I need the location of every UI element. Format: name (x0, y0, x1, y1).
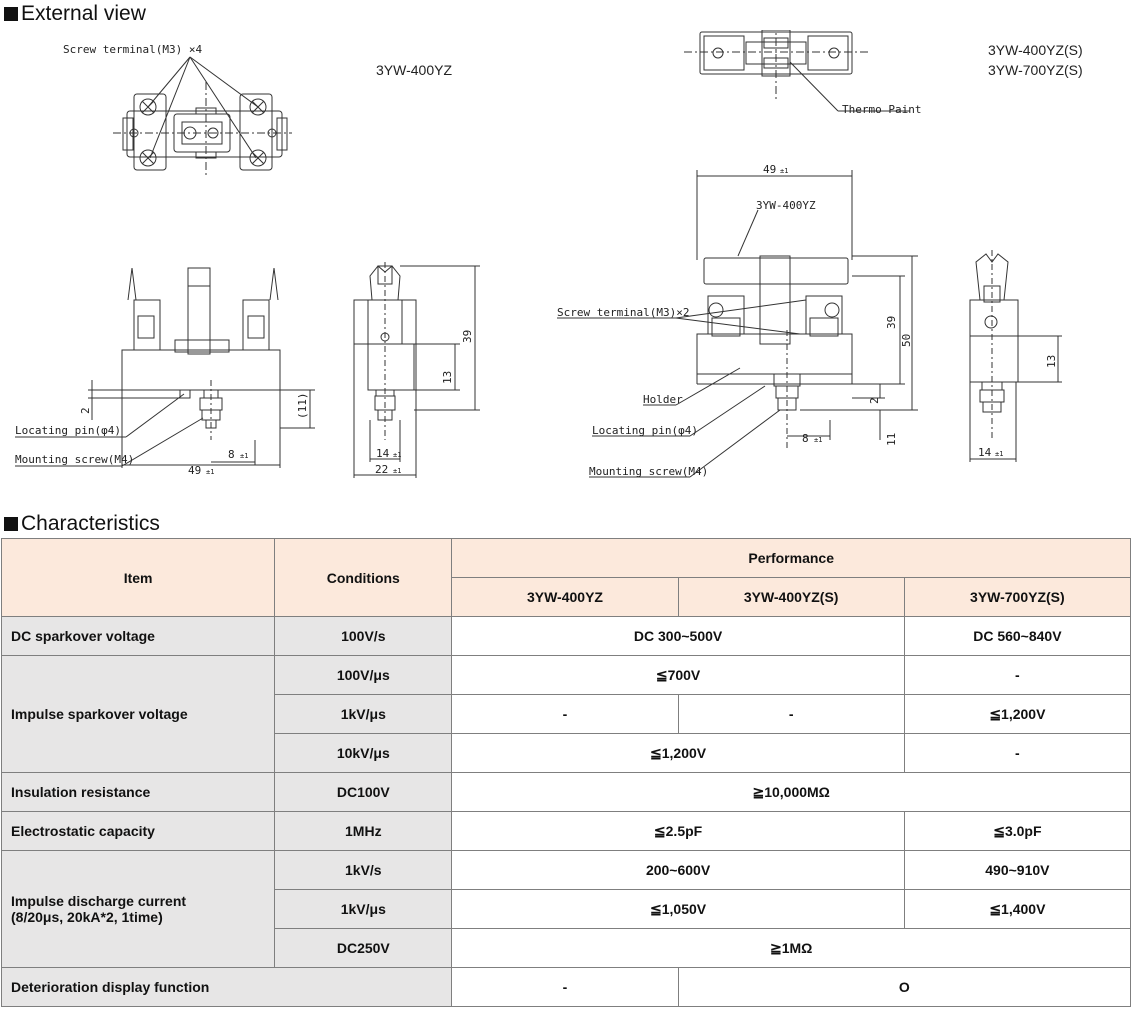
value-cell: - (452, 968, 678, 1007)
top-view-400yz-s (684, 30, 910, 111)
dim-13-side: 13 (441, 370, 454, 384)
dim-11-s: 11 (885, 432, 898, 446)
model-label-700yz-s: 3YW-700YZ(S) (988, 62, 1083, 78)
value-cell: ≦1,200V (904, 695, 1130, 734)
value-cell: ≦1,050V (452, 890, 904, 929)
table-row (2, 617, 1131, 656)
cond-cell: 100V/μs (275, 656, 452, 695)
characteristics-table (1, 538, 1131, 1007)
dim-50-s: 50 (900, 333, 913, 347)
dim-13-s: 13 (1045, 354, 1058, 368)
header-performance: Performance (452, 539, 1131, 578)
callout-thermo-paint: Thermo Paint (842, 103, 922, 116)
value-cell: ≦2.5pF (452, 812, 904, 851)
item-impulse-sparkover: Impulse sparkover voltage (2, 656, 275, 773)
top-view-400yz (113, 57, 292, 178)
value-cell: ≦1,400V (904, 890, 1130, 929)
cond-cell: DC100V (275, 773, 452, 812)
header-model-700yz-s: 3YW-700YZ(S) (904, 578, 1130, 617)
dim-14-s: 14 (978, 446, 992, 459)
cond-cell: DC250V (275, 929, 452, 968)
dim-39-side: 39 (461, 329, 474, 343)
value-cell: 200~600V (452, 851, 904, 890)
item-impulse-discharge-line2: (8/20μs, 20kA*2, 1time) (11, 909, 163, 925)
callout-mounting-screw-1: Mounting screw(M4) (15, 453, 135, 466)
cond-cell: 1kV/μs (275, 695, 452, 734)
item-impulse-discharge (2, 851, 275, 968)
table-header-row (2, 539, 1131, 578)
dim-tol: ±1 (206, 468, 215, 476)
callout-screw-terminal-x2: Screw terminal(M3)×2 (557, 306, 690, 319)
value-cell: - (678, 695, 904, 734)
dim-tol: ±1 (780, 167, 789, 175)
callout-locating-pin-2: Locating pin(φ4) (592, 424, 698, 437)
table-row (2, 812, 1131, 851)
value-cell: 490~910V (904, 851, 1130, 890)
value-cell: ≦3.0pF (904, 812, 1130, 851)
callout-locating-pin-1: Locating pin(φ4) (15, 424, 121, 437)
dim-tol: ±1 (393, 467, 402, 475)
cond-cell: 1MHz (275, 812, 452, 851)
callout-mounting-screw-2: Mounting screw(M4) (589, 465, 709, 478)
item-insulation-resistance: Insulation resistance (2, 773, 275, 812)
cond-cell: 10kV/μs (275, 734, 452, 773)
square-bullet-icon (4, 7, 18, 21)
external-view-drawings (0, 30, 1134, 500)
front-view-400yz (15, 268, 315, 468)
callout-holder: Holder (643, 393, 683, 406)
dim-tol: ±1 (814, 436, 823, 444)
value-cell: ≧10,000MΩ (452, 773, 1131, 812)
dim-8-front: 8 (228, 448, 235, 461)
value-cell: - (904, 734, 1130, 773)
table-row (2, 773, 1131, 812)
dim-2-front: 2 (79, 407, 92, 414)
square-bullet-icon (4, 517, 18, 531)
dim-11-paren: (11) (296, 392, 309, 419)
callout-screw-terminal-x4: Screw terminal(M3) ×4 (63, 43, 203, 56)
side-view-400yz (354, 262, 480, 478)
dim-tol: ±1 (995, 450, 1004, 458)
dim-49-front: 49 (188, 464, 202, 477)
dim-39-s: 39 (885, 315, 898, 329)
table-row (2, 851, 1131, 890)
dim-22-side: 22 (375, 463, 389, 476)
model-label-400yz: 3YW-400YZ (376, 62, 452, 78)
characteristics-heading: Characteristics (4, 512, 160, 536)
dim-49-s: 49 (763, 163, 777, 176)
header-conditions: Conditions (275, 539, 452, 617)
external-view-heading: External view (4, 2, 146, 26)
callout-model-ref: 3YW-400YZ (756, 199, 816, 212)
item-electrostatic-capacity: Electrostatic capacity (2, 812, 275, 851)
item-dc-sparkover: DC sparkover voltage (2, 617, 275, 656)
header-item: Item (2, 539, 275, 617)
cond-cell: 1kV/μs (275, 890, 452, 929)
dim-8-s: 8 (802, 432, 809, 445)
value-cell: ≦700V (452, 656, 904, 695)
value-cell: - (904, 656, 1130, 695)
dim-14-side: 14 (376, 447, 390, 460)
value-cell: ≧1MΩ (452, 929, 1131, 968)
value-cell: DC 300~500V (452, 617, 904, 656)
dim-tol: ±1 (240, 452, 249, 460)
dim-tol: ±1 (393, 451, 402, 459)
table-row (2, 656, 1131, 695)
dim-2-s: 2 (868, 397, 881, 404)
value-cell: O (678, 968, 1130, 1007)
cond-cell: 100V/s (275, 617, 452, 656)
value-cell: - (452, 695, 678, 734)
header-model-400yz-s: 3YW-400YZ(S) (678, 578, 904, 617)
item-impulse-discharge-line1: Impulse discharge current (11, 893, 187, 909)
value-cell: ≦1,200V (452, 734, 904, 773)
value-cell: DC 560~840V (904, 617, 1130, 656)
item-deterioration-display: Deterioration display function (2, 968, 452, 1007)
model-label-400yz-s: 3YW-400YZ(S) (988, 42, 1083, 58)
cond-cell: 1kV/s (275, 851, 452, 890)
table-row (2, 968, 1131, 1007)
header-model-400yz: 3YW-400YZ (452, 578, 678, 617)
